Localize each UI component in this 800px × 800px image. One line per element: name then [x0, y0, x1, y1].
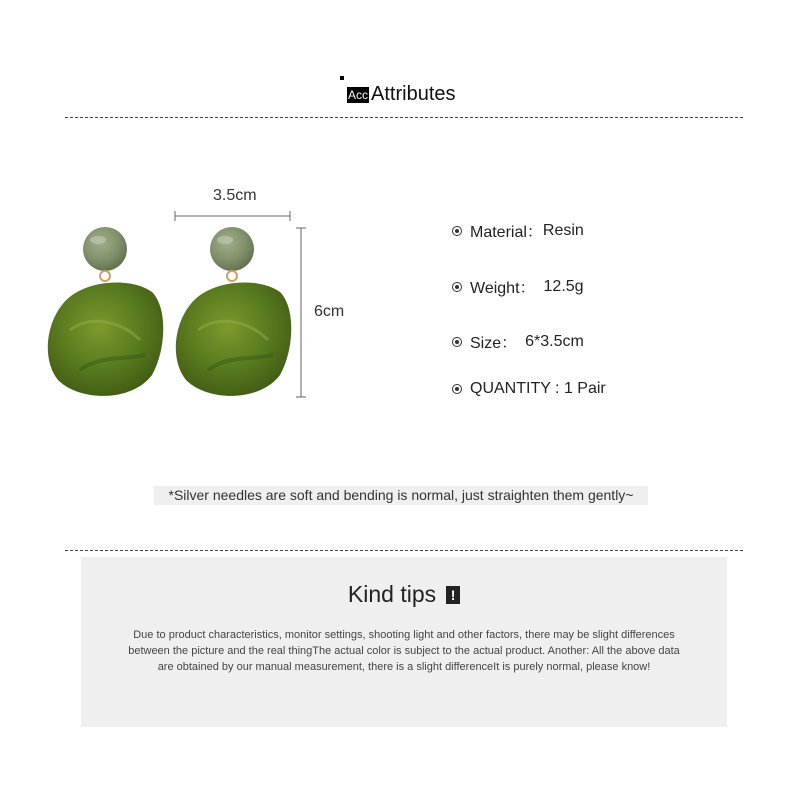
bottom-divider	[65, 550, 743, 551]
spec-value: 12.5g	[543, 277, 584, 295]
kind-tips-panel	[81, 557, 727, 727]
spec-label: Size：	[470, 335, 518, 352]
bullet-icon	[452, 384, 462, 394]
bullet-icon	[452, 226, 462, 236]
product-image	[40, 180, 360, 410]
spec-value: Resin	[542, 221, 584, 239]
bullet-icon	[452, 282, 462, 292]
exclamation-icon: !	[446, 586, 460, 604]
section-header	[340, 76, 456, 106]
header-dot	[340, 76, 344, 80]
spec-material	[452, 219, 584, 242]
bullet-icon	[452, 337, 462, 347]
top-divider	[65, 117, 743, 118]
spec-value: 6*3.5cm	[525, 332, 584, 350]
right-earring	[176, 227, 291, 396]
header-badge: Acc	[348, 88, 369, 102]
height-label: 6cm	[314, 303, 345, 320]
kind-tips-heading	[81, 581, 727, 608]
spec-weight	[452, 275, 584, 298]
height-dimension-line	[296, 228, 306, 397]
care-note: *Silver needles are soft and bending is normal, just straighten them gently~	[154, 486, 648, 505]
spec-quantity	[452, 380, 606, 398]
kind-tips-body: Due to product characteristics, monitor settings, shooting light and other factors, there may be slight differences between the picture and the real thingThe actual color is subject to the actual product. Another: All the above data are obtained by our manual measurement, there is a slight differenceIt is purely normal, please know!	[128, 629, 680, 673]
left-earring	[48, 227, 163, 396]
spec-size	[452, 330, 584, 353]
width-dimension-line	[175, 211, 290, 221]
width-label: 3.5cm	[213, 187, 257, 204]
spec-label: Weight：	[470, 280, 536, 297]
kind-tips-title: Kind tips	[347, 581, 437, 607]
spec-label: Material：	[470, 224, 543, 241]
earrings-illustration	[40, 180, 360, 410]
header-title: Attributes	[371, 83, 456, 105]
spec-label: QUANTITY : 1 Pair	[470, 380, 606, 397]
